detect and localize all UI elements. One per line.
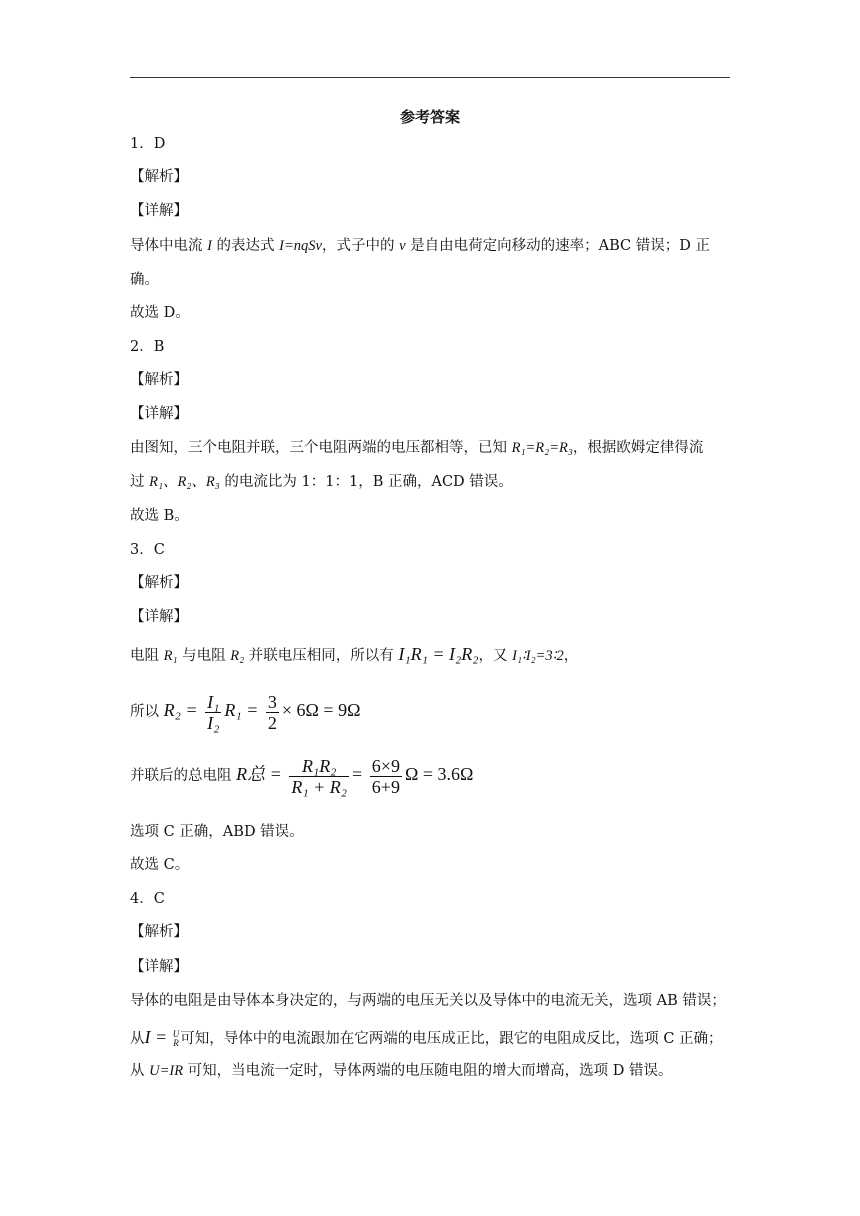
q3-explanation-line1: 电阻 R₁ 与电阻 R₂ 并联电压相同，所以有 I₁R₁ = I₂R₂，又 I₁∶I₂=3∶2，	[130, 644, 579, 664]
q4-explanation-line3: 从 U=IR 可知，当电流一定时，导体两端的电压随电阻的增大而增高，选项 D 错误。	[130, 1063, 673, 1079]
q3-fraction-r1r2-over-sum: $\frac{\text{R₁R₂}}{\text{R₁ + R₂}}$	[291, 755, 348, 797]
q3-conclusion: 选项 C 正确，ABD 错误。	[130, 824, 304, 840]
header-rule	[130, 77, 730, 78]
q3-answer: 故选 C。	[130, 857, 190, 873]
q2-answer: 故选 B。	[130, 508, 189, 524]
q1-detail-label: 【详解】	[130, 203, 188, 219]
q1-explanation-line1: 导体中电流 I 的表达式 I=nqSv，式子中的 v 是自由电荷定向移动的速率；ABC 错误；D 正	[130, 238, 710, 254]
q3-analysis-label: 【解析】	[130, 575, 188, 591]
q2-detail-label: 【详解】	[130, 406, 188, 422]
q4-explanation-line2: 从I = U R 可知，导体中的电流跟加在它两端的电压成正比，跟它的电阻成反比，选项 C 正确；	[130, 1027, 723, 1048]
q1-explanation-line2: 确。	[130, 272, 159, 288]
q1-analysis-label: 【解析】	[130, 169, 188, 185]
q3-fraction-i1-over-i2: $\frac{\text{I₁}}{\text{I₂}}$	[207, 691, 220, 733]
q4-explanation-line1: 导体的电阻是由导体本身决定的，与两端的电压无关以及导体中的电流无关，选项 AB 错误；	[130, 993, 726, 1009]
q3-equation-r2: 所以 R₂ = $\frac{\text{I₁}}{\text{I₂}}$ R₁ = $\frac{3}{2}$ × 6Ω = 9Ω	[130, 691, 361, 733]
q2-analysis-label: 【解析】	[130, 372, 188, 388]
q3-equation-total-resistance: 并联后的总电阻 R总 = $\frac{\text{R₁R₂}}{\text{R₁ + R₂}}$ = $\frac{6\times 9}{6+9}$ Ω = 3.6Ω	[130, 755, 474, 797]
q3-equation-i1r1-i2r2: I₁R₁ = I₂R₂	[398, 644, 479, 664]
q4-number: 4．C	[130, 891, 165, 907]
q3-fraction-54-over-15: $\frac{6\times 9}{6+9}$	[371, 755, 400, 797]
q3-number: 3．C	[130, 542, 165, 558]
q3-detail-label: 【详解】	[130, 609, 188, 625]
q2-number: 2．B	[130, 339, 165, 355]
page-title: 参考答案	[399, 108, 460, 126]
q3-fraction-3-over-2: $\frac{3}{2}$	[267, 691, 277, 733]
q2-explanation-line2: 过 R₁、R₂、R₃ 的电流比为 1：1：1，B 正确，ACD 错误。	[130, 474, 513, 490]
q4-analysis-label: 【解析】	[130, 924, 188, 940]
q4-fraction-u-over-r: U R	[172, 1029, 180, 1048]
q4-detail-label: 【详解】	[130, 959, 188, 975]
q2-explanation-line1: 由图知，三个电阻并联，三个电阻两端的电压都相等，已知 R₁=R₂=R₃，根据欧姆定律得流	[130, 440, 704, 456]
q1-number: 1．D	[130, 136, 166, 152]
q1-answer: 故选 D。	[130, 305, 190, 321]
